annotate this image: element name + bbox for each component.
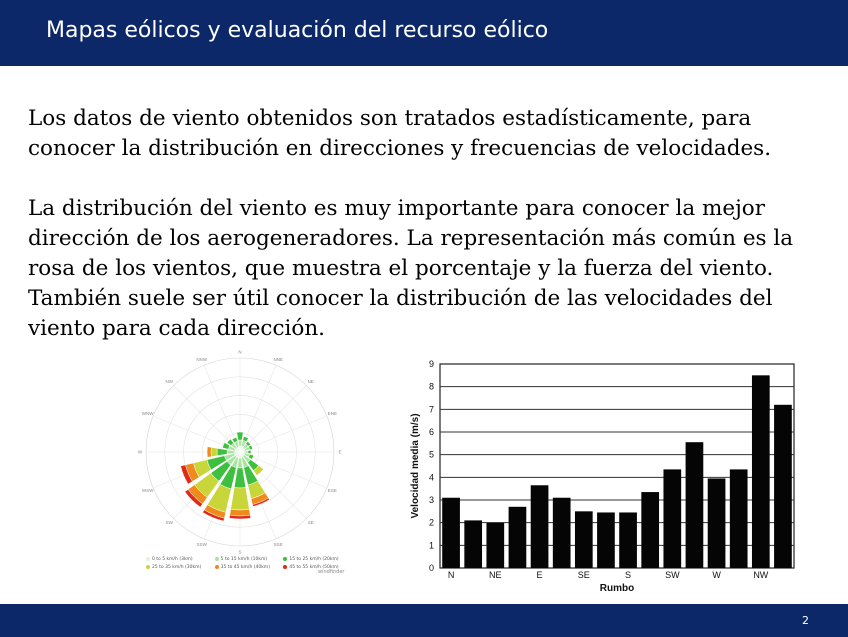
legend-swatch: [283, 557, 287, 561]
rose-sector: [230, 509, 251, 516]
slide-body: [28, 104, 808, 342]
bar: [531, 485, 549, 568]
rose-direction-label: WNW: [141, 411, 154, 417]
y-tick-label: 1: [428, 540, 434, 551]
x-tick-label: NW: [753, 570, 769, 580]
rose-direction-label: NNW: [196, 357, 208, 363]
slide-title: Mapas eólicos y evaluación del recurso eólico: [46, 18, 549, 43]
legend-swatch: [146, 557, 150, 561]
bar: [663, 469, 681, 568]
legend-swatch: [283, 565, 287, 569]
y-tick-label: 4: [428, 472, 434, 483]
bar: [641, 492, 659, 568]
speed-bar-chart: [398, 352, 802, 600]
bar: [509, 507, 527, 568]
x-tick-label: W: [712, 570, 721, 580]
rose-sector: [211, 447, 217, 456]
bar: [774, 405, 792, 568]
rose-sector: [248, 450, 251, 454]
x-axis-label: Rumbo: [599, 583, 635, 594]
rose-sector: [238, 440, 242, 446]
bar: [597, 512, 615, 568]
x-tick-label: SW: [665, 570, 680, 580]
legend-swatch: [215, 557, 219, 561]
legend-swatch: [215, 565, 219, 569]
x-tick-label: S: [625, 570, 632, 580]
page-number: 2: [802, 614, 809, 627]
wind-rose-legend: [146, 555, 346, 571]
y-axis-label: Velocidad media (m/s): [410, 413, 421, 519]
paragraph-1: Los datos de viento obtenidos son tratados estadísticamente, para conocer la distribución en direcciones y frecuencias de velocidades.: [28, 106, 772, 161]
rose-sector: [217, 448, 227, 455]
legend-item: 5 to 15 km/h (10km): [215, 557, 278, 562]
y-tick-label: 2: [428, 517, 434, 528]
legend-item: 25 to 35 km/h (30km): [146, 565, 209, 570]
bar: [752, 375, 770, 568]
paragraph-2: La distribución del viento es muy importante para conocer la mejor dirección de los aerogeneradores. La representación más común es la rosa de los vientos, que muestra el porcentaje y la fuerza del viento. También suele ser útil conocer la distribución de las velocidades del viento para cada dirección.: [28, 196, 794, 341]
rose-direction-label: ENE: [327, 411, 338, 417]
bar: [730, 469, 748, 568]
legend-item: 45 to 55 km/h (50km): [283, 565, 346, 570]
rose-direction-label: SW: [165, 520, 173, 526]
rose-direction-label: NW: [165, 378, 174, 384]
rose-direction-label: ESE: [327, 487, 337, 493]
rose-direction-label: SE: [307, 520, 314, 526]
legend-swatch: [146, 565, 150, 569]
bar: [708, 478, 726, 568]
x-tick-label: SE: [577, 570, 590, 580]
x-tick-label: NE: [489, 570, 502, 580]
rose-sector: [237, 432, 243, 440]
rose-direction-label: SSW: [196, 541, 207, 547]
legend-item: 35 to 45 km/h (40km): [215, 565, 278, 570]
bar: [686, 442, 704, 568]
x-tick-label: N: [447, 570, 455, 580]
rose-direction-label: E: [338, 449, 342, 455]
slide-footer: [0, 604, 848, 637]
bar: [553, 498, 571, 568]
y-tick-label: 9: [428, 359, 434, 369]
y-tick-label: 0: [428, 563, 434, 573]
rose-direction-label: W: [137, 449, 143, 455]
rose-sector: [231, 488, 250, 510]
bar: [619, 512, 637, 568]
rose-direction-label: SSE: [273, 541, 283, 547]
rose-direction-label: S: [238, 549, 242, 555]
y-tick-label: 5: [428, 449, 434, 460]
rose-direction-label: WSW: [141, 487, 154, 493]
bar: [575, 511, 593, 568]
y-tick-label: 3: [428, 495, 434, 505]
wind-rose-chart: [120, 346, 356, 582]
bar: [442, 498, 460, 568]
y-tick-label: 8: [428, 381, 434, 392]
y-tick-label: 7: [428, 404, 434, 415]
rose-credit: windfinder: [318, 569, 345, 575]
rose-sector: [207, 447, 211, 458]
rose-direction-label: NNE: [273, 357, 284, 363]
rose-direction-label: NE: [307, 378, 314, 384]
x-tick-label: E: [536, 570, 543, 580]
slide-header: [0, 0, 848, 66]
legend-item: 15 to 25 km/h (20km): [283, 557, 346, 562]
bar: [464, 520, 482, 568]
rose-direction-label: N: [238, 349, 242, 355]
y-tick-label: 6: [428, 427, 434, 437]
legend-item: 0 to 5 km/h (3km): [146, 557, 209, 562]
bar: [486, 523, 504, 568]
